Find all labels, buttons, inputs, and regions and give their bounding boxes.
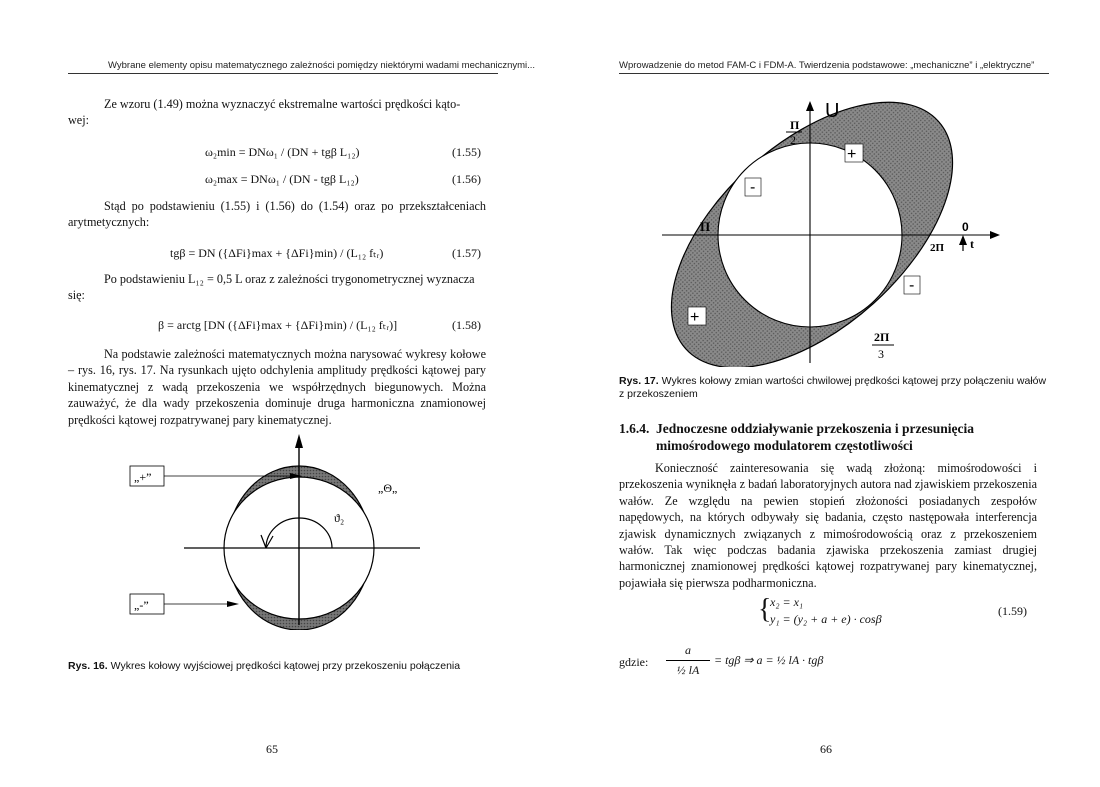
equation-1-58: β = arctg [DN ({ΔFi}max + {ΔFi}min) / (L₁₂ fₜᵣ)] bbox=[158, 318, 398, 332]
section-title bbox=[656, 420, 1056, 454]
right-running-header: Wprowadzenie do metod FAM-C i FDM-A. Twierdzenia podstawowe: „mechaniczne” i „elektryczne” bbox=[619, 60, 1035, 71]
gdzie-fraction-den: ½ lA bbox=[676, 663, 700, 677]
figure-16-caption-text: Wykres kołowy wyjściowej prędkości kątowej przy przekoszeniu połączenia bbox=[110, 660, 461, 672]
text-after-equations: Stąd po podstawieniu (1.55) i (1.56) do (1.54) oraz po przekształceniach arytmetycznych: bbox=[68, 199, 486, 230]
fig17-sign-plus-lower: + bbox=[690, 309, 700, 326]
fig16-theta-label: „Θ„ bbox=[378, 481, 398, 495]
figure-16-caption bbox=[68, 660, 508, 673]
equation-1-55-number: (1.55) bbox=[452, 145, 481, 159]
eq-1-59-line1: x₂ = x₁ bbox=[770, 595, 804, 609]
left-page-number: 65 bbox=[266, 742, 278, 756]
fig17-label-pi-half-num: Π bbox=[790, 118, 800, 132]
figure-17-polar-diagram bbox=[662, 95, 1002, 367]
equation-1-58-number: (1.58) bbox=[452, 318, 481, 332]
right-header-rule bbox=[619, 73, 1049, 74]
right-page-number: 66 bbox=[820, 742, 832, 756]
substitution-text-line2: się: bbox=[68, 288, 85, 303]
left-header-rule bbox=[68, 73, 498, 74]
fig17-label-t: t bbox=[970, 237, 974, 251]
right-page bbox=[550, 0, 1100, 787]
left-running-header: Wybrane elementy opisu matematycznego zależności pomiędzy niektórymi wadami mechanicznymi... bbox=[108, 60, 536, 71]
figure-16-caption-number: Rys. 16. bbox=[68, 660, 108, 672]
equation-1-55: ω₂min = DNω₁ / (DN + tgβ L₁₂) bbox=[205, 145, 360, 159]
equation-1-57-number: (1.57) bbox=[452, 246, 481, 260]
figure-16-polar-diagram bbox=[120, 430, 480, 630]
figure-17-caption bbox=[619, 375, 1049, 401]
right-paragraph: Konieczność zainteresowania się wadą złożoną: mimośrodowości i przekoszenia wyniknęła z badań laboratoryjnych autora nad zjawiskiem przekoszenia wałów. Ze względu na pewien stopień złożoności posiadanych zespołów napędowych, na których odbywały się badania, często następowała interferencja zjawisk dynamicznych związanych z mimośrodowością oraz z przekoszeniem wałów. Tak więc podczas badania zjawiska przekoszenia zamiast drugiej harmonicznej znamionowej prędkości kątowej rozpatrywanej pary kinematycznej, pojawiała się pierwsza podharmoniczna. bbox=[619, 461, 1037, 590]
fig17-sign-minus-lower: - bbox=[909, 277, 915, 294]
section-number: 1.6.4. bbox=[619, 421, 650, 436]
fig17-sign-minus-upper: - bbox=[750, 179, 756, 196]
fig17-label-two-pi-third-num: 2Π bbox=[874, 330, 890, 344]
section-title-line1: Jednoczesne oddziaływanie przekoszenia i przesunięcia bbox=[656, 421, 974, 436]
fig16-angle-label: ϑ₂ bbox=[334, 511, 345, 525]
equation-1-56: ω₂max = DNω₁ / (DN - tgβ L₁₂) bbox=[205, 172, 359, 186]
fig16-minus-leader-arrow bbox=[227, 601, 239, 607]
intro-text bbox=[68, 96, 486, 129]
equation-1-56-number: (1.56) bbox=[452, 172, 481, 186]
left-paragraph: Na podstawie zależności matematycznych można narysować wykresy kołowe – rys. 16, rys. 17. Na rysunkach ujęto odchylenia amplitudy prędkości kątowej pary kinematycznej z wadą przekoszenia we współrzędnych biegunowych. Można zauważyć, że dla wady przekoszenia dominuje druga harmoniczna znamionowej prędkości kątowej rozpatrywanej pary kinematycznej. bbox=[68, 347, 486, 427]
fig16-axis-arrowhead bbox=[295, 434, 303, 448]
fig17-sign-plus-upper: + bbox=[847, 146, 857, 163]
gdzie-fraction-num: a bbox=[685, 643, 691, 657]
figure-17-caption-number: Rys. 17. bbox=[619, 375, 659, 387]
fig16-minus-label: „-” bbox=[134, 598, 149, 612]
figure-17-caption-text: Wykres kołowy zmian wartości chwilowej prędkości kątowej przy połączeniu wałów z przekoszeniem bbox=[619, 375, 1047, 400]
eq-1-59-line2: y₁ = (y₂ + a + e) · cosβ bbox=[770, 612, 882, 626]
substitution-text-line1: Po podstawieniu L₁₂ = 0,5 L oraz z zależności trygonometrycznej wyznacza bbox=[104, 272, 475, 286]
gdzie-label: gdzie: bbox=[619, 655, 649, 669]
equation-1-57: tgβ = DN ({ΔFi}max + {ΔFi}min) / (L₁₂ fₜᵣ) bbox=[170, 246, 384, 260]
fig17-label-U: U bbox=[825, 100, 840, 122]
intro-text-line1: Ze wzoru (1.49) można wyznaczyć ekstremalne wartości prędkości kąto- bbox=[104, 97, 461, 111]
gdzie-equation-rest: = tgβ ⇒ a = ½ lA · tgβ bbox=[714, 653, 824, 667]
fig17-label-two-pi-third-den: 3 bbox=[878, 347, 884, 361]
gdzie-fraction-bar bbox=[666, 660, 710, 661]
intro-text-line2: wej: bbox=[68, 113, 89, 128]
fig17-label-pi: Π bbox=[700, 219, 711, 234]
eq-1-59-brace: { bbox=[758, 594, 772, 625]
fig17-label-two-pi: 2Π bbox=[930, 242, 945, 254]
section-title-line2: mimośrodowego modulatorem częstotliwości bbox=[656, 438, 913, 453]
eq-1-59-number: (1.59) bbox=[998, 604, 1027, 618]
substitution-text bbox=[68, 271, 486, 304]
fig17-label-pi-half-den: 2 bbox=[790, 133, 796, 147]
fig16-plus-label: „+” bbox=[134, 470, 152, 484]
fig17-label-zero: 0 bbox=[962, 220, 969, 234]
